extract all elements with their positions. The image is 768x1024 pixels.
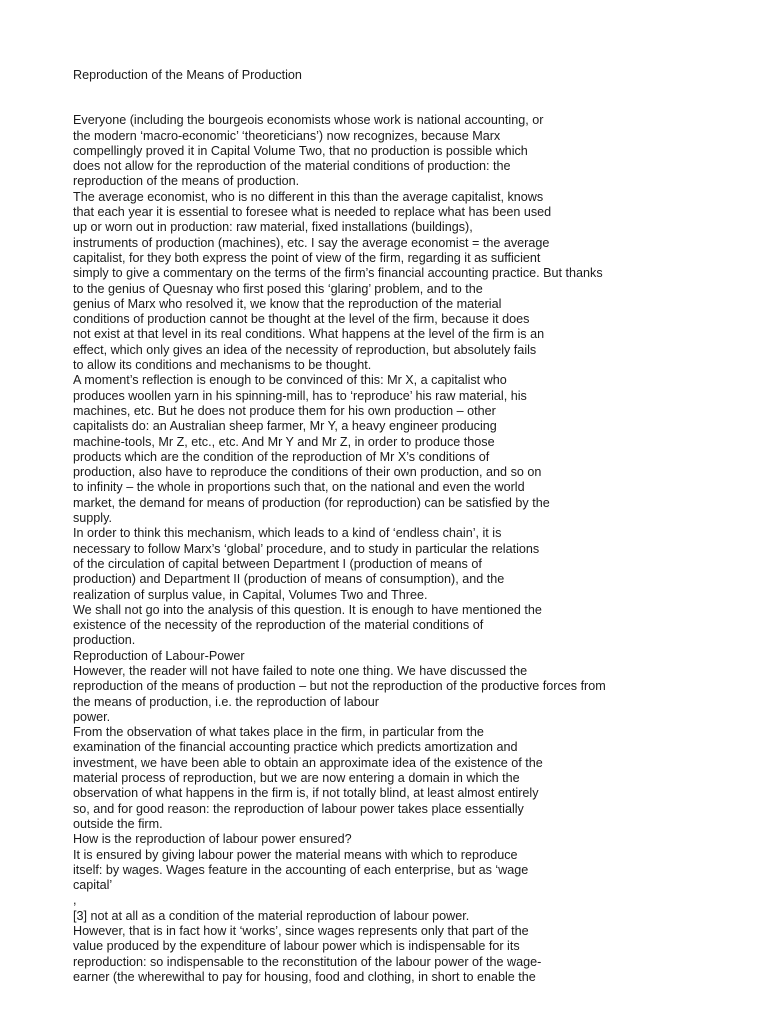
text-line: produces woollen yarn in his spinning-mill, has to ‘reproduce’ his raw material, his [73,388,527,403]
text-line: investment, we have been able to obtain an approximate idea of the existence of the [73,755,543,770]
text-line: power. [73,709,111,724]
text-line: not exist at that level in its real conditions. What happens at the level of the firm is an [73,327,545,342]
text-line: capital’ [73,878,113,893]
text-line: However, the reader will not have failed to note one thing. We have discussed the [73,663,528,678]
text-line: so, and for good reason: the reproduction of labour power takes place essentially [73,801,524,816]
text-line: products which are the condition of the reproduction of Mr X’s conditions of [73,449,490,464]
text-line: value produced by the expenditure of labour power which is indispensable for its [73,939,520,954]
text-line: observation of what happens in the firm is, if not totally blind, at least almost entirely [73,786,539,801]
text-line: We shall not go into the analysis of this question. It is enough to have mentioned the [73,602,542,617]
text-line: does not allow for the reproduction of the material conditions of production: the [73,159,511,174]
text-line: compellingly proved it in Capital Volume Two, that no production is possible which [73,143,528,158]
text-line: machines, etc. But he does not produce them for his own production – other [73,403,496,418]
text-line: the means of production, i.e. the reproduction of labour [73,694,379,709]
text-line: , [73,893,77,908]
document-title: Reproduction of the Means of Production [73,68,302,82]
document-body [73,113,713,985]
text-line: supply. [73,511,112,526]
text-line: existence of the necessity of the reproduction of the material conditions of [73,618,484,633]
text-line: production, also have to reproduce the conditions of their own production, and so on [73,465,542,480]
text-line: From the observation of what takes place in the firm, in particular from the [73,725,484,740]
text-line: of the circulation of capital between Department I (production of means of [73,556,482,571]
text-line: realization of surplus value, in Capital, Volumes Two and Three. [73,587,428,602]
text-line: production) and Department II (production of means of consumption), and the [73,572,505,587]
text-line: instruments of production (machines), etc. I say the average economist = the average [73,235,550,250]
text-line: [3] not at all as a condition of the material reproduction of labour power. [73,908,470,923]
text-line: earner (the wherewithal to pay for housing, food and clothing, in short to enable the [73,969,536,984]
text-line: simply to give a commentary on the terms of the firm’s financial accounting practice. But thanks [73,266,603,281]
text-line: The average economist, who is no different in this than the average capitalist, knows [73,189,544,204]
text-line: to infinity – the whole in proportions such that, on the national and even the world [73,480,525,495]
text-line: outside the firm. [73,816,163,831]
text-line: reproduction of the means of production – but not the reproduction of the productive forces from [73,679,606,694]
text-line: capitalists do: an Australian sheep farmer, Mr Y, a heavy engineer producing [73,419,497,434]
text-line: Reproduction of Labour-Power [73,648,245,663]
text-line: It is ensured by giving labour power the material means with which to reproduce [73,847,518,862]
text-line: Everyone (including the bourgeois economists whose work is national accounting, or [73,113,544,128]
text-line: material process of reproduction, but we are now entering a domain in which the [73,771,520,786]
text-line: A moment’s reflection is enough to be convinced of this: Mr X, a capitalist who [73,373,507,388]
text-line: effect, which only gives an idea of the necessity of reproduction, but absolutely fails [73,342,537,357]
text-line: necessary to follow Marx’s ‘global’ procedure, and to study in particular the relations [73,541,540,556]
text-line: itself: by wages. Wages feature in the accounting of each enterprise, but as ‘wage [73,862,529,877]
text-line: that each year it is essential to foresee what is needed to replace what has been used [73,205,552,220]
text-line: reproduction of the means of production. [73,174,300,189]
text-line: production. [73,633,136,648]
text-line: In order to think this mechanism, which leads to a kind of ‘endless chain’, it is [73,526,502,541]
text-line: How is the reproduction of labour power ensured? [73,832,352,847]
text-line: examination of the financial accounting practice which predicts amortization and [73,740,518,755]
text-line: the modern ‘macro-economic’ ‘theoreticians’) now recognizes, because Marx [73,128,501,143]
text-line: to the genius of Quesnay who first posed this ‘glaring’ problem, and to the [73,281,483,296]
text-line: However, that is in fact how it ‘works’, since wages represents only that part of the [73,924,529,939]
text-line: market, the demand for means of production (for reproduction) can be satisfied by the [73,495,550,510]
text-line: up or worn out in production: raw material, fixed installations (buildings), [73,220,473,235]
text-line: conditions of production cannot be thought at the level of the firm, because it does [73,312,530,327]
text-line: machine-tools, Mr Z, etc., etc. And Mr Y and Mr Z, in order to produce those [73,434,495,449]
text-line: reproduction: so indispensable to the reconstitution of the labour power of the wage- [73,954,542,969]
text-line: capitalist, for they both express the point of view of the firm, regarding it as sufficient [73,250,541,265]
text-line: to allow its conditions and mechanisms to be thought. [73,358,372,373]
document-page [73,68,713,985]
text-line: genius of Marx who resolved it, we know that the reproduction of the material [73,296,502,311]
